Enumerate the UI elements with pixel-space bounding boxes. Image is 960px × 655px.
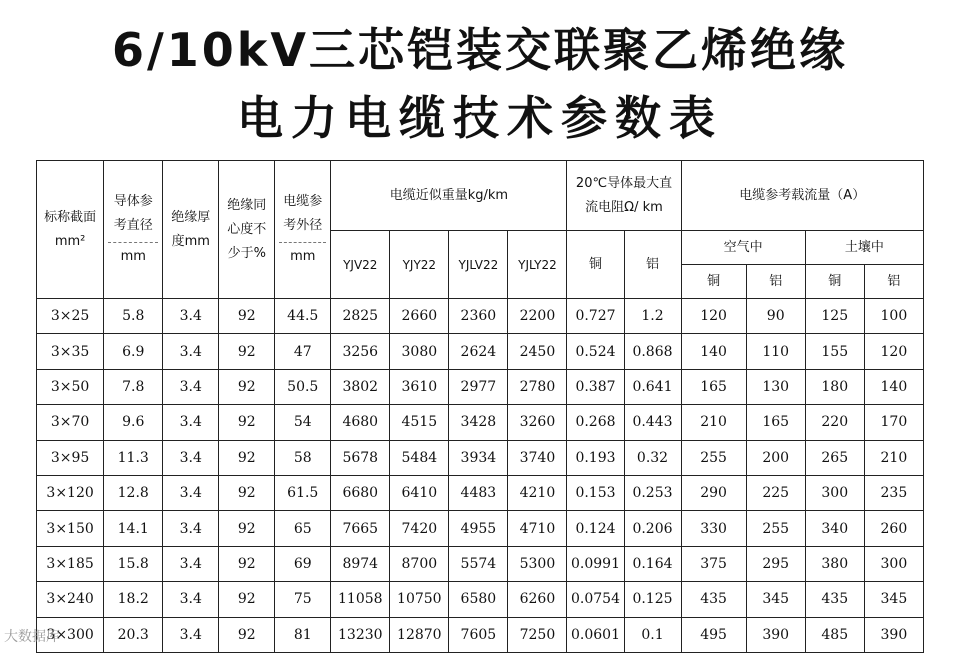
cell-air-cu: 495 bbox=[681, 617, 746, 652]
cell-insulation: 3.4 bbox=[163, 475, 219, 510]
cell-weight-yjlv22: 2977 bbox=[449, 369, 508, 404]
cell-section: 3×25 bbox=[37, 299, 104, 334]
cell-weight-yjy22: 8700 bbox=[390, 546, 449, 581]
cell-soil-cu: 180 bbox=[805, 369, 864, 404]
cell-insulation: 3.4 bbox=[163, 440, 219, 475]
cell-weight-yjy22: 6410 bbox=[390, 475, 449, 510]
cell-weight-yjv22: 2825 bbox=[331, 299, 390, 334]
cell-resistance-cu: 0.727 bbox=[567, 299, 624, 334]
cell-conductor-dia: 18.2 bbox=[104, 582, 163, 617]
header-section-unit: mm² bbox=[54, 233, 86, 249]
cell-outer-dia: 58 bbox=[275, 440, 331, 475]
cell-conductor-dia: 11.3 bbox=[104, 440, 163, 475]
header-concentricity: 绝缘同心度不少于% bbox=[219, 161, 275, 299]
cell-weight-yjly22: 2780 bbox=[508, 369, 567, 404]
cell-resistance-al: 0.125 bbox=[624, 582, 681, 617]
cell-weight-yjlv22: 3934 bbox=[449, 440, 508, 475]
header-conductor-diameter: 导体参考直径 mm bbox=[104, 161, 163, 299]
cell-conductor-dia: 9.6 bbox=[104, 405, 163, 440]
cell-soil-cu: 265 bbox=[805, 440, 864, 475]
cell-weight-yjlv22: 4483 bbox=[449, 475, 508, 510]
cell-concentricity: 92 bbox=[219, 405, 275, 440]
cell-section: 3×120 bbox=[37, 475, 104, 510]
cell-air-al: 90 bbox=[746, 299, 805, 334]
cell-resistance-al: 0.32 bbox=[624, 440, 681, 475]
cell-air-al: 130 bbox=[746, 369, 805, 404]
cell-outer-dia: 50.5 bbox=[275, 369, 331, 404]
header-conductor-diameter-unit: mm bbox=[108, 242, 158, 269]
cell-weight-yjlv22: 3428 bbox=[449, 405, 508, 440]
cell-soil-cu: 340 bbox=[805, 511, 864, 546]
title-line-1: 6/10kV三芯铠装交联聚乙烯绝缘 bbox=[111, 23, 848, 77]
cell-air-cu: 165 bbox=[681, 369, 746, 404]
header-soil-aluminum: 铝 bbox=[864, 265, 923, 299]
cell-weight-yjly22: 2450 bbox=[508, 334, 567, 369]
cell-weight-yjlv22: 7605 bbox=[449, 617, 508, 652]
cell-weight-yjv22: 3256 bbox=[331, 334, 390, 369]
cell-soil-al: 345 bbox=[864, 582, 923, 617]
header-outer-diameter-unit: mm bbox=[279, 242, 326, 269]
cell-resistance-cu: 0.268 bbox=[567, 405, 624, 440]
cell-weight-yjly22: 3740 bbox=[508, 440, 567, 475]
cell-soil-al: 100 bbox=[864, 299, 923, 334]
cell-concentricity: 92 bbox=[219, 369, 275, 404]
header-soil: 土壤中 bbox=[805, 231, 923, 265]
cell-soil-al: 140 bbox=[864, 369, 923, 404]
cell-insulation: 3.4 bbox=[163, 617, 219, 652]
cell-soil-cu: 220 bbox=[805, 405, 864, 440]
cell-weight-yjy22: 3080 bbox=[390, 334, 449, 369]
cell-conductor-dia: 15.8 bbox=[104, 546, 163, 581]
header-ampacity-group: 电缆参考载流量（A） bbox=[681, 161, 923, 231]
cell-conductor-dia: 5.8 bbox=[104, 299, 163, 334]
cell-outer-dia: 47 bbox=[275, 334, 331, 369]
cell-concentricity: 92 bbox=[219, 617, 275, 652]
cell-concentricity: 92 bbox=[219, 546, 275, 581]
header-weight-yjv22: YJV22 bbox=[331, 231, 390, 299]
cell-weight-yjv22: 11058 bbox=[331, 582, 390, 617]
cell-soil-cu: 435 bbox=[805, 582, 864, 617]
table-row bbox=[37, 617, 924, 652]
cell-air-cu: 140 bbox=[681, 334, 746, 369]
cell-soil-cu: 155 bbox=[805, 334, 864, 369]
cell-section: 3×300 bbox=[37, 617, 104, 652]
header-weight-yjly22: YJLY22 bbox=[508, 231, 567, 299]
cell-air-al: 200 bbox=[746, 440, 805, 475]
table-row bbox=[37, 546, 924, 581]
header-section: 标称截面 mm² bbox=[37, 161, 104, 299]
cell-insulation: 3.4 bbox=[163, 546, 219, 581]
cell-soil-al: 235 bbox=[864, 475, 923, 510]
cell-weight-yjlv22: 6580 bbox=[449, 582, 508, 617]
cell-insulation: 3.4 bbox=[163, 299, 219, 334]
header-weight-yjy22: YJY22 bbox=[390, 231, 449, 299]
cell-weight-yjy22: 10750 bbox=[390, 582, 449, 617]
cell-soil-cu: 300 bbox=[805, 475, 864, 510]
header-outer-diameter: 电缆参考外径 mm bbox=[275, 161, 331, 299]
cell-resistance-cu: 0.387 bbox=[567, 369, 624, 404]
cell-weight-yjv22: 13230 bbox=[331, 617, 390, 652]
table-row bbox=[37, 582, 924, 617]
cell-outer-dia: 81 bbox=[275, 617, 331, 652]
header-resistance-copper: 铜 bbox=[567, 231, 624, 299]
cell-air-cu: 330 bbox=[681, 511, 746, 546]
cell-air-cu: 255 bbox=[681, 440, 746, 475]
header-soil-copper: 铜 bbox=[805, 265, 864, 299]
cell-weight-yjly22: 7250 bbox=[508, 617, 567, 652]
cell-resistance-cu: 0.124 bbox=[567, 511, 624, 546]
header-insulation-thickness: 绝缘厚度mm bbox=[163, 161, 219, 299]
cell-resistance-al: 0.206 bbox=[624, 511, 681, 546]
cell-conductor-dia: 6.9 bbox=[104, 334, 163, 369]
cell-air-cu: 120 bbox=[681, 299, 746, 334]
cell-air-cu: 435 bbox=[681, 582, 746, 617]
cell-outer-dia: 65 bbox=[275, 511, 331, 546]
cell-weight-yjly22: 4710 bbox=[508, 511, 567, 546]
cell-weight-yjy22: 3610 bbox=[390, 369, 449, 404]
cell-section: 3×70 bbox=[37, 405, 104, 440]
cell-outer-dia: 75 bbox=[275, 582, 331, 617]
cell-concentricity: 92 bbox=[219, 440, 275, 475]
header-weight-group: 电缆近似重量kg/km bbox=[331, 161, 567, 231]
cell-air-cu: 210 bbox=[681, 405, 746, 440]
cell-weight-yjv22: 4680 bbox=[331, 405, 390, 440]
cell-resistance-cu: 0.193 bbox=[567, 440, 624, 475]
cell-resistance-cu: 0.153 bbox=[567, 475, 624, 510]
cell-weight-yjly22: 3260 bbox=[508, 405, 567, 440]
cell-soil-al: 210 bbox=[864, 440, 923, 475]
cell-soil-al: 120 bbox=[864, 334, 923, 369]
table-row bbox=[37, 369, 924, 404]
cell-section: 3×50 bbox=[37, 369, 104, 404]
cell-weight-yjlv22: 5574 bbox=[449, 546, 508, 581]
cell-soil-al: 260 bbox=[864, 511, 923, 546]
cell-insulation: 3.4 bbox=[163, 511, 219, 546]
cell-concentricity: 92 bbox=[219, 334, 275, 369]
cell-air-al: 345 bbox=[746, 582, 805, 617]
cell-weight-yjv22: 5678 bbox=[331, 440, 390, 475]
cell-resistance-cu: 0.0754 bbox=[567, 582, 624, 617]
table-row bbox=[37, 405, 924, 440]
header-resistance-aluminum: 铝 bbox=[624, 231, 681, 299]
cell-resistance-cu: 0.0601 bbox=[567, 617, 624, 652]
cell-outer-dia: 44.5 bbox=[275, 299, 331, 334]
cell-air-cu: 290 bbox=[681, 475, 746, 510]
cell-weight-yjy22: 12870 bbox=[390, 617, 449, 652]
cell-resistance-cu: 0.524 bbox=[567, 334, 624, 369]
cell-weight-yjv22: 7665 bbox=[331, 511, 390, 546]
header-resistance-group: 20℃导体最大直流电阻Ω/ km bbox=[567, 161, 681, 231]
header-weight-yjlv22: YJLV22 bbox=[449, 231, 508, 299]
cell-resistance-al: 0.641 bbox=[624, 369, 681, 404]
cell-outer-dia: 54 bbox=[275, 405, 331, 440]
cell-air-al: 165 bbox=[746, 405, 805, 440]
cell-weight-yjy22: 2660 bbox=[390, 299, 449, 334]
cell-conductor-dia: 7.8 bbox=[104, 369, 163, 404]
cell-soil-cu: 125 bbox=[805, 299, 864, 334]
watermark: 大数据库 bbox=[4, 629, 60, 645]
cell-resistance-al: 0.868 bbox=[624, 334, 681, 369]
cell-section: 3×240 bbox=[37, 582, 104, 617]
cell-weight-yjv22: 6680 bbox=[331, 475, 390, 510]
cell-weight-yjy22: 4515 bbox=[390, 405, 449, 440]
cell-weight-yjly22: 6260 bbox=[508, 582, 567, 617]
cell-air-al: 225 bbox=[746, 475, 805, 510]
table-row bbox=[37, 299, 924, 334]
cell-air-cu: 375 bbox=[681, 546, 746, 581]
cell-air-al: 390 bbox=[746, 617, 805, 652]
cell-resistance-cu: 0.0991 bbox=[567, 546, 624, 581]
cell-weight-yjv22: 8974 bbox=[331, 546, 390, 581]
cable-spec-table bbox=[36, 160, 924, 653]
table-row bbox=[37, 440, 924, 475]
cell-conductor-dia: 20.3 bbox=[104, 617, 163, 652]
cell-conductor-dia: 14.1 bbox=[104, 511, 163, 546]
cell-insulation: 3.4 bbox=[163, 405, 219, 440]
cell-air-al: 110 bbox=[746, 334, 805, 369]
cell-weight-yjlv22: 4955 bbox=[449, 511, 508, 546]
cell-insulation: 3.4 bbox=[163, 582, 219, 617]
cell-soil-cu: 485 bbox=[805, 617, 864, 652]
cell-insulation: 3.4 bbox=[163, 369, 219, 404]
cell-resistance-al: 0.253 bbox=[624, 475, 681, 510]
cell-section: 3×150 bbox=[37, 511, 104, 546]
table-row bbox=[37, 334, 924, 369]
cell-insulation: 3.4 bbox=[163, 334, 219, 369]
cell-air-al: 255 bbox=[746, 511, 805, 546]
cell-outer-dia: 61.5 bbox=[275, 475, 331, 510]
cell-concentricity: 92 bbox=[219, 582, 275, 617]
header-air-copper: 铜 bbox=[681, 265, 746, 299]
cell-section: 3×185 bbox=[37, 546, 104, 581]
cell-outer-dia: 69 bbox=[275, 546, 331, 581]
cell-weight-yjv22: 3802 bbox=[331, 369, 390, 404]
cell-air-al: 295 bbox=[746, 546, 805, 581]
cell-weight-yjlv22: 2360 bbox=[449, 299, 508, 334]
cell-concentricity: 92 bbox=[219, 299, 275, 334]
cell-concentricity: 92 bbox=[219, 475, 275, 510]
cell-weight-yjlv22: 2624 bbox=[449, 334, 508, 369]
cell-soil-cu: 380 bbox=[805, 546, 864, 581]
cell-resistance-al: 0.1 bbox=[624, 617, 681, 652]
cell-weight-yjly22: 2200 bbox=[508, 299, 567, 334]
cell-soil-al: 390 bbox=[864, 617, 923, 652]
cell-section: 3×95 bbox=[37, 440, 104, 475]
cell-resistance-al: 0.164 bbox=[624, 546, 681, 581]
cell-section: 3×35 bbox=[37, 334, 104, 369]
table-row bbox=[37, 475, 924, 510]
cell-concentricity: 92 bbox=[219, 511, 275, 546]
cell-weight-yjy22: 7420 bbox=[390, 511, 449, 546]
cell-soil-al: 170 bbox=[864, 405, 923, 440]
cell-weight-yjly22: 5300 bbox=[508, 546, 567, 581]
cell-resistance-al: 0.443 bbox=[624, 405, 681, 440]
table-row bbox=[37, 511, 924, 546]
cell-weight-yjy22: 5484 bbox=[390, 440, 449, 475]
cell-soil-al: 300 bbox=[864, 546, 923, 581]
cell-resistance-al: 1.2 bbox=[624, 299, 681, 334]
cell-conductor-dia: 12.8 bbox=[104, 475, 163, 510]
header-air: 空气中 bbox=[681, 231, 805, 265]
header-air-aluminum: 铝 bbox=[746, 265, 805, 299]
cell-weight-yjly22: 4210 bbox=[508, 475, 567, 510]
title-line-2: 电力电缆技术参数表 bbox=[237, 91, 723, 145]
